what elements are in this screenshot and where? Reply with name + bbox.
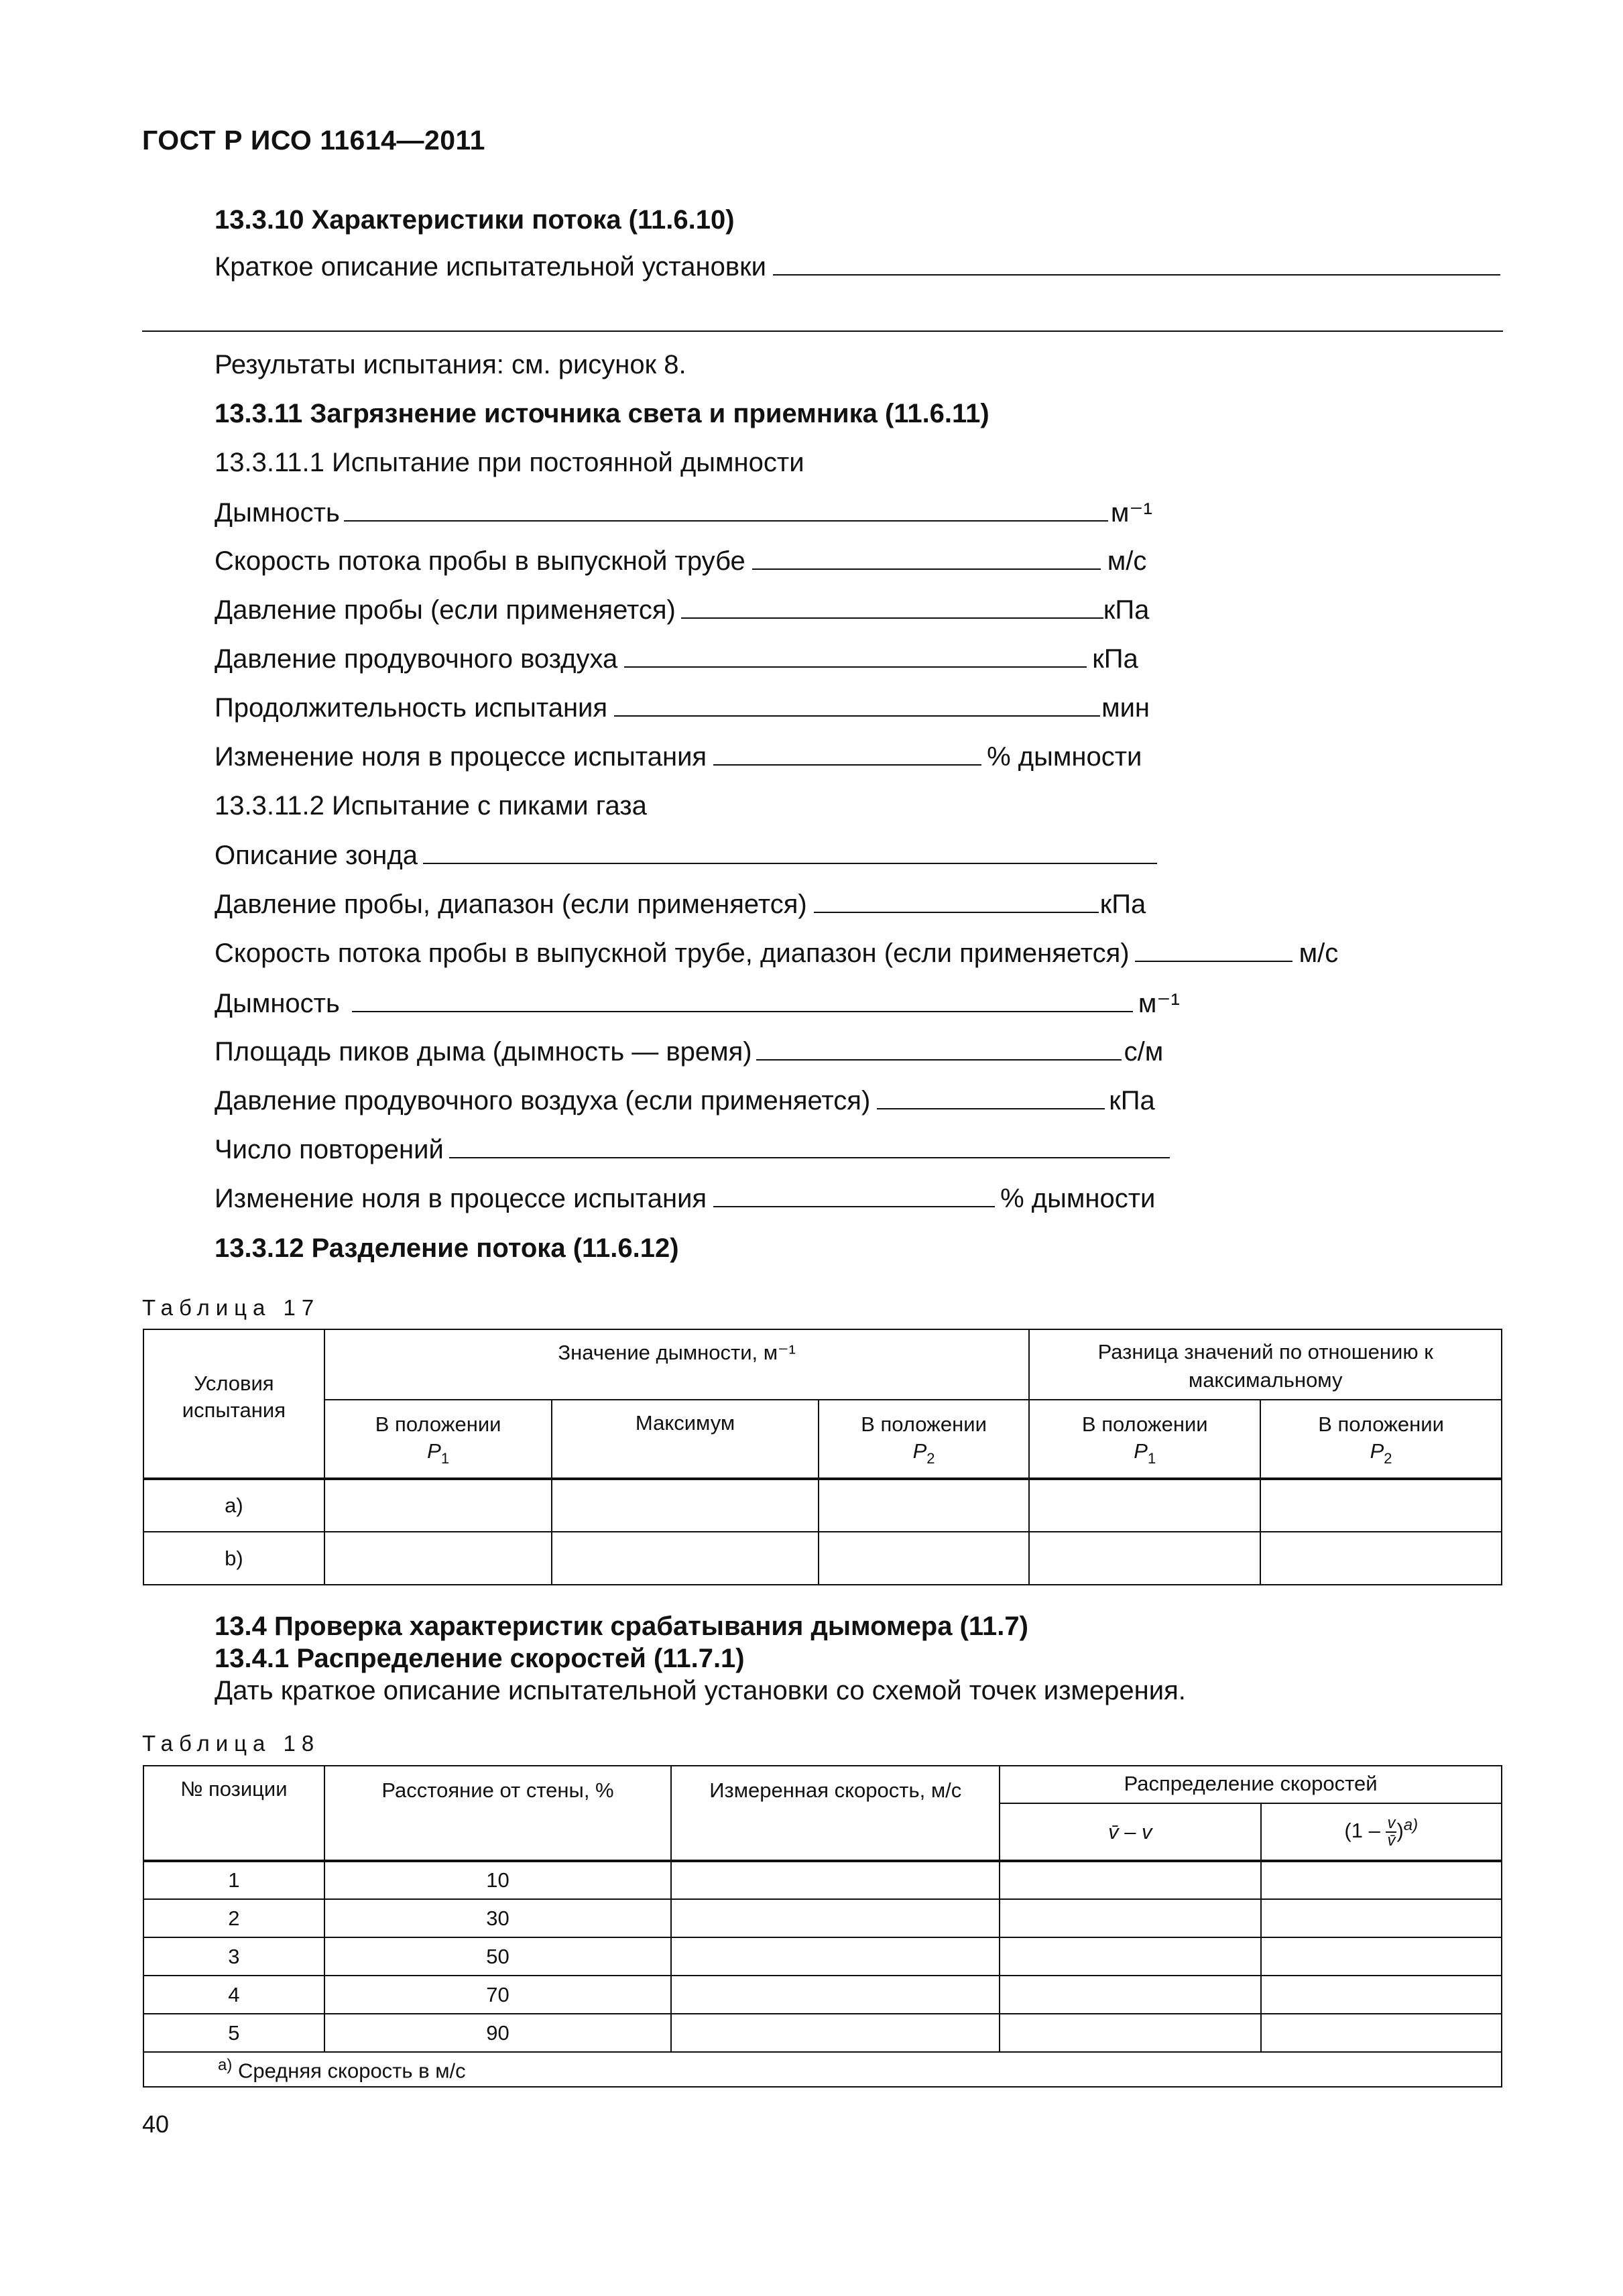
field-row [215, 742, 1142, 772]
section-13-4-1-description: Дать краткое описание испытательной установки со схемой точек измерения. [215, 1676, 1186, 1705]
table-cell[interactable] [1000, 1976, 1260, 2014]
section-13-3-11-title: 13.3.11 Загрязнение источника света и приемника (11.6.11) [215, 399, 989, 428]
field-row [215, 1184, 1155, 1214]
position-cell: 3 [143, 1937, 324, 1976]
fraction: $\frac{v}{v̄}$ [1387, 1813, 1396, 1850]
column-header-conditions: Условия испытания [143, 1329, 324, 1479]
field-blank[interactable] [449, 1137, 1170, 1158]
table-cell[interactable] [1000, 1899, 1260, 1937]
setup-description-row [215, 252, 1500, 282]
field-row [215, 693, 1150, 723]
field-blank[interactable] [814, 892, 1099, 913]
position-cell: 1 [143, 1861, 324, 1899]
column-header-diff-p1: В положении $P_1$ [1029, 1400, 1260, 1479]
field-unit: с/м [1124, 1037, 1164, 1067]
table-cell[interactable] [1261, 1976, 1502, 2014]
table-cell[interactable] [1261, 1899, 1502, 1937]
position-cell: 4 [143, 1976, 324, 2014]
field-label: Площадь пиков дыма (дымность — время) [215, 1037, 752, 1067]
table-cell[interactable] [1029, 1532, 1260, 1585]
table-row [143, 2014, 1502, 2052]
field-row [215, 595, 1149, 625]
field-blank[interactable] [681, 597, 1103, 619]
setup-description-label: Краткое описание испытательной установки [215, 252, 766, 282]
column-header-speed-ratio: (1 – $\frac{v}{v̄}$ )$^{a)}$ [1261, 1803, 1502, 1861]
field-label: Дымность [215, 989, 340, 1018]
field-blank[interactable] [877, 1088, 1105, 1109]
table-row [143, 1479, 1502, 1532]
column-header-diff-p2: В положении $P_2$ [1260, 1400, 1502, 1479]
table-cell[interactable] [1000, 1937, 1260, 1976]
table-cell[interactable] [1261, 1861, 1502, 1899]
distance-cell: 10 [324, 1861, 672, 1899]
field-unit: м/с [1299, 939, 1339, 968]
field-row [215, 497, 1152, 528]
position-cell: 5 [143, 2014, 324, 2052]
table-cell[interactable] [1260, 1479, 1502, 1532]
field-unit: % дымности [987, 742, 1142, 772]
field-row [215, 546, 1146, 577]
table-row [143, 1937, 1502, 1976]
field-blank[interactable] [352, 991, 1133, 1012]
field-label: Описание зонда [215, 841, 418, 870]
field-blank[interactable] [423, 843, 1157, 864]
column-group-value: Значение дымности, м⁻¹ [324, 1329, 1030, 1400]
table-cell[interactable] [1029, 1479, 1260, 1532]
table-cell[interactable] [1260, 1532, 1502, 1585]
table-row [143, 1861, 1502, 1899]
section-13-3-10-title: 13.3.10 Характеристики потока (11.6.10) [215, 205, 735, 235]
field-row [215, 1037, 1163, 1067]
field-row [215, 644, 1138, 674]
distance-cell: 90 [324, 2014, 672, 2052]
table-cell[interactable] [671, 2014, 1000, 2052]
field-blank[interactable] [614, 695, 1100, 717]
field-row [215, 939, 1338, 969]
field-label: Изменение ноля в процессе испытания [215, 742, 707, 772]
table-cell[interactable] [671, 1899, 1000, 1937]
row-label: b) [143, 1532, 324, 1585]
field-label: Скорость потока пробы в выпускной трубе [215, 546, 745, 576]
distance-cell: 30 [324, 1899, 672, 1937]
table-cell[interactable] [819, 1532, 1030, 1585]
section-13-3-11-1-title: 13.3.11.1 Испытание при постоянной дымности [215, 448, 804, 477]
table-18-caption: Таблица 18 [142, 1731, 320, 1756]
field-row [215, 988, 1180, 1019]
field-blank[interactable] [624, 646, 1087, 668]
row-label: a) [143, 1479, 324, 1532]
table-17-caption: Таблица 17 [142, 1295, 320, 1320]
table-footnote: $^{a)}$ Средняя скорость в м/с [143, 2052, 1502, 2087]
field-row [215, 1086, 1155, 1116]
table-cell[interactable] [552, 1532, 818, 1585]
field-unit: м⁻¹ [1110, 498, 1152, 528]
field-unit: кПа [1103, 595, 1150, 625]
column-header-position-p1: В положении $P_1$ [324, 1400, 552, 1479]
table-row [143, 1899, 1502, 1937]
table-row [143, 1976, 1502, 2014]
table-cell[interactable] [324, 1479, 552, 1532]
footnote-row [143, 2052, 1502, 2087]
field-unit: кПа [1099, 890, 1146, 919]
setup-description-blank-line-2[interactable] [142, 330, 1503, 332]
document-header: ГОСТ Р ИСО 11614—2011 [142, 125, 485, 156]
field-blank[interactable] [713, 1186, 995, 1207]
table-cell[interactable] [671, 1861, 1000, 1899]
section-13-3-11-2-title: 13.3.11.2 Испытание с пиками газа [215, 791, 647, 821]
section-13-3-12-title: 13.3.12 Разделение потока (11.6.12) [215, 1233, 679, 1263]
table-cell[interactable] [552, 1479, 818, 1532]
column-header-position-number: № позиции [143, 1766, 324, 1861]
field-unit: мин [1101, 693, 1150, 723]
field-label: Скорость потока пробы в выпускной трубе, диапазон (если применяется) [215, 939, 1130, 968]
column-header-position-p2: В положении $P_2$ [819, 1400, 1030, 1479]
table-cell[interactable] [324, 1532, 552, 1585]
field-blank[interactable] [756, 1039, 1122, 1061]
field-label: Изменение ноля в процессе испытания [215, 1184, 707, 1213]
field-label: Продолжительность испытания [215, 693, 608, 723]
field-label: Дымность [215, 498, 340, 528]
table-cell[interactable] [1000, 1861, 1260, 1899]
column-header-distance: Расстояние от стены, % [324, 1766, 672, 1861]
field-label: Давление пробы, диапазон (если применяется) [215, 890, 807, 919]
field-unit: кПа [1109, 1086, 1155, 1115]
field-unit: м⁻¹ [1138, 989, 1180, 1018]
table-row [143, 1532, 1502, 1585]
table-cell[interactable] [819, 1479, 1030, 1532]
field-row [215, 841, 1157, 871]
column-group-difference: Разница значений по отношению к максимальному [1029, 1329, 1502, 1400]
table-18 [143, 1765, 1502, 2088]
field-row [215, 890, 1146, 920]
table-cell[interactable] [1261, 1937, 1502, 1976]
position-cell: 2 [143, 1899, 324, 1937]
column-header-speed-diff: v̄ – v [1000, 1803, 1260, 1861]
field-unit: м/с [1107, 546, 1147, 576]
setup-description-blank[interactable] [773, 254, 1500, 276]
field-unit: % дымности [1000, 1184, 1156, 1213]
distance-cell: 70 [324, 1976, 672, 2014]
table-cell[interactable] [1261, 2014, 1502, 2052]
field-row [215, 1135, 1170, 1165]
table-cell[interactable] [671, 1976, 1000, 2014]
field-blank[interactable] [344, 500, 1108, 522]
field-label: Давление продувочного воздуха [215, 644, 618, 674]
field-label: Давление пробы (если применяется) [215, 595, 676, 625]
field-blank[interactable] [713, 744, 981, 766]
section-13-4-title: 13.4 Проверка характеристик срабатывания дымомера (11.7) [215, 1612, 1028, 1641]
column-header-maximum: Максимум [552, 1400, 818, 1479]
results-note: Результаты испытания: см. рисунок 8. [215, 350, 686, 379]
distance-cell: 50 [324, 1937, 672, 1976]
table-17 [143, 1329, 1502, 1585]
field-label: Число повторений [215, 1135, 444, 1164]
table-cell[interactable] [671, 1937, 1000, 1976]
column-header-measured-speed: Измеренная скорость, м/с [671, 1766, 1000, 1861]
section-13-4-1-title: 13.4.1 Распределение скоростей (11.7.1) [215, 1644, 745, 1673]
table-cell[interactable] [1000, 2014, 1260, 2052]
page-number: 40 [142, 2110, 170, 2138]
field-blank[interactable] [752, 548, 1101, 570]
field-label: Давление продувочного воздуха (если применяется) [215, 1086, 871, 1115]
field-blank[interactable] [1135, 941, 1293, 962]
column-group-speed-distribution: Распределение скоростей [1000, 1766, 1502, 1803]
field-unit: кПа [1092, 644, 1138, 674]
